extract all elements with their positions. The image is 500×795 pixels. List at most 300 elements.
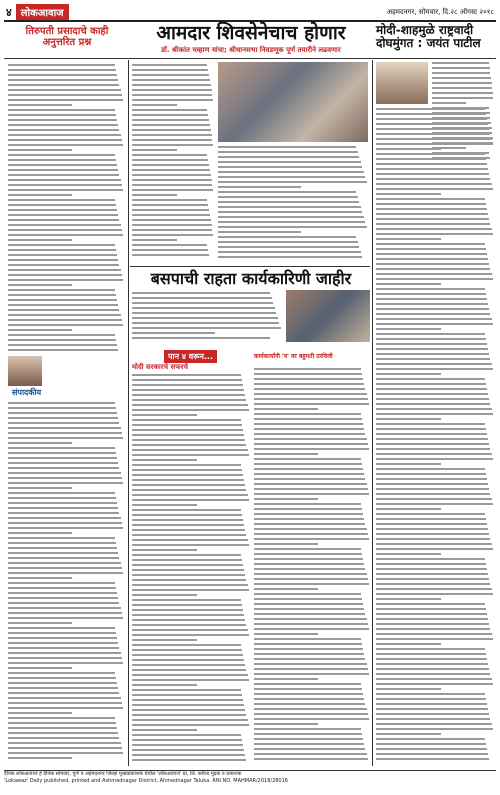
text-line bbox=[254, 663, 367, 665]
text-line bbox=[8, 79, 118, 81]
text-line bbox=[254, 408, 318, 410]
text-line bbox=[132, 79, 210, 81]
text-line bbox=[254, 708, 367, 710]
text-line bbox=[8, 224, 121, 226]
text-line bbox=[132, 429, 243, 431]
text-line bbox=[132, 734, 241, 736]
text-line bbox=[132, 244, 207, 246]
text-line bbox=[132, 99, 213, 101]
text-line bbox=[376, 188, 493, 190]
text-line bbox=[376, 573, 488, 575]
text-line bbox=[254, 668, 368, 670]
text-line bbox=[376, 623, 489, 625]
text-line bbox=[132, 664, 245, 666]
text-line bbox=[132, 307, 275, 309]
text-line bbox=[8, 279, 123, 281]
text-line bbox=[376, 443, 489, 445]
text-line bbox=[218, 231, 301, 233]
text-line bbox=[432, 62, 489, 64]
text-line bbox=[8, 542, 116, 544]
text-line bbox=[376, 313, 490, 315]
text-line bbox=[376, 218, 489, 220]
text-line bbox=[8, 457, 117, 459]
text-line bbox=[132, 459, 197, 461]
text-line bbox=[376, 368, 493, 370]
text-line bbox=[254, 393, 367, 395]
text-line bbox=[132, 384, 243, 386]
text-line bbox=[8, 592, 117, 594]
text-line bbox=[432, 67, 490, 69]
page-header bbox=[4, 4, 496, 22]
text-line bbox=[254, 388, 365, 390]
text-line bbox=[132, 114, 208, 116]
text-line bbox=[376, 173, 489, 175]
text-line bbox=[218, 171, 364, 173]
text-line bbox=[218, 201, 359, 203]
text-line bbox=[132, 109, 207, 111]
text-line bbox=[132, 204, 208, 206]
text-line bbox=[8, 114, 116, 116]
text-line bbox=[376, 578, 489, 580]
text-line bbox=[376, 483, 488, 485]
footer-line-1: दैनिक लोकआवाज हे दैनिक सोमवार, पुणे व अहमदनगर जिल्हा मुख्यप्रकाशक येथील 'लोकआवाज' प्रा. लि. करिता मुद्रक व प्रकाशक bbox=[4, 771, 242, 777]
text-line bbox=[376, 248, 486, 250]
text-line bbox=[8, 219, 119, 221]
text-line bbox=[376, 138, 492, 140]
text-line bbox=[8, 712, 72, 714]
text-line bbox=[132, 74, 209, 76]
text-line bbox=[132, 564, 243, 566]
text-line bbox=[254, 718, 369, 720]
text-line bbox=[254, 603, 363, 605]
text-line bbox=[132, 124, 210, 126]
text-line bbox=[218, 216, 364, 218]
text-line bbox=[376, 488, 489, 490]
text-line bbox=[132, 534, 246, 536]
text-line bbox=[8, 244, 115, 246]
text-line bbox=[132, 549, 197, 551]
text-line bbox=[376, 143, 493, 145]
text-line bbox=[376, 148, 441, 150]
text-line bbox=[376, 658, 487, 660]
text-line bbox=[8, 104, 72, 106]
text-line bbox=[376, 373, 441, 375]
text-line bbox=[132, 332, 215, 334]
text-line bbox=[218, 221, 365, 223]
text-line bbox=[8, 462, 118, 464]
text-line bbox=[254, 488, 368, 490]
text-line bbox=[254, 573, 367, 575]
text-line bbox=[254, 448, 369, 450]
text-line bbox=[376, 423, 485, 425]
text-line bbox=[132, 494, 248, 496]
page-number: ४ bbox=[6, 5, 12, 19]
text-line bbox=[376, 383, 486, 385]
text-line bbox=[376, 413, 493, 415]
text-line bbox=[376, 213, 488, 215]
text-line bbox=[254, 533, 368, 535]
continued-text-left bbox=[132, 374, 250, 764]
text-line bbox=[376, 718, 490, 720]
text-line bbox=[218, 236, 356, 238]
text-line bbox=[376, 478, 487, 480]
page-footer bbox=[4, 770, 496, 791]
text-line bbox=[8, 289, 115, 291]
text-line bbox=[376, 548, 493, 550]
text-line bbox=[254, 483, 367, 485]
text-line bbox=[132, 719, 248, 721]
right-headline: मोदी-शाहमुळे राष्ट्रवादी दोघमुंगत : जयंत पाटील bbox=[376, 23, 481, 51]
text-line bbox=[132, 544, 249, 546]
text-line bbox=[376, 663, 488, 665]
text-line bbox=[132, 524, 244, 526]
text-line bbox=[254, 508, 362, 510]
text-line bbox=[8, 477, 122, 479]
text-line bbox=[254, 458, 361, 460]
text-line bbox=[376, 563, 486, 565]
text-line bbox=[8, 209, 117, 211]
text-line bbox=[8, 189, 123, 191]
text-line bbox=[376, 463, 441, 465]
text-line bbox=[132, 599, 241, 601]
editorial-portrait bbox=[8, 356, 42, 386]
text-line bbox=[376, 338, 486, 340]
text-line bbox=[254, 583, 369, 585]
text-line bbox=[376, 343, 487, 345]
column-rule-left bbox=[128, 60, 129, 766]
main-story-photo bbox=[218, 62, 368, 142]
text-line bbox=[218, 181, 367, 183]
text-line bbox=[376, 263, 489, 265]
text-line bbox=[8, 612, 122, 614]
text-line bbox=[376, 378, 485, 380]
text-line bbox=[132, 539, 248, 541]
text-line bbox=[254, 758, 368, 760]
text-line bbox=[132, 69, 208, 71]
text-line bbox=[376, 538, 490, 540]
text-line bbox=[8, 667, 72, 669]
text-line bbox=[8, 607, 121, 609]
text-line bbox=[8, 299, 117, 301]
text-line bbox=[132, 689, 241, 691]
text-line bbox=[376, 603, 485, 605]
text-line bbox=[376, 558, 485, 560]
text-line bbox=[376, 703, 487, 705]
text-line bbox=[376, 113, 486, 115]
text-line bbox=[132, 219, 211, 221]
text-line bbox=[8, 432, 122, 434]
text-line bbox=[8, 752, 123, 754]
right-column-text bbox=[376, 108, 494, 764]
text-line bbox=[376, 293, 486, 295]
text-line bbox=[8, 522, 122, 524]
text-line bbox=[376, 178, 490, 180]
text-line bbox=[254, 643, 362, 645]
text-line bbox=[376, 318, 492, 320]
text-line bbox=[132, 224, 212, 226]
text-line bbox=[376, 713, 489, 715]
text-line bbox=[376, 118, 487, 120]
text-line bbox=[8, 722, 116, 724]
text-line bbox=[376, 758, 489, 760]
text-line bbox=[132, 159, 208, 161]
text-line bbox=[132, 509, 241, 511]
text-line bbox=[8, 517, 121, 519]
text-line bbox=[8, 717, 115, 719]
text-line bbox=[432, 72, 490, 74]
text-line bbox=[376, 308, 489, 310]
text-line bbox=[8, 662, 123, 664]
text-line bbox=[376, 233, 493, 235]
text-line bbox=[132, 234, 213, 236]
text-line bbox=[254, 688, 362, 690]
text-line bbox=[254, 683, 361, 685]
text-line bbox=[376, 258, 488, 260]
text-line bbox=[8, 492, 115, 494]
text-line bbox=[8, 94, 122, 96]
text-line bbox=[218, 191, 356, 193]
text-line bbox=[8, 427, 121, 429]
text-line bbox=[376, 543, 492, 545]
text-line bbox=[254, 748, 365, 750]
text-line bbox=[8, 727, 117, 729]
text-line bbox=[8, 264, 119, 266]
text-line bbox=[8, 657, 122, 659]
text-line bbox=[254, 613, 365, 615]
text-line bbox=[132, 484, 245, 486]
text-line bbox=[376, 328, 441, 330]
left-story-text bbox=[8, 64, 124, 354]
text-line bbox=[132, 684, 197, 686]
text-line bbox=[132, 714, 246, 716]
text-line bbox=[132, 704, 244, 706]
text-line bbox=[376, 303, 488, 305]
text-line bbox=[376, 553, 441, 555]
text-line bbox=[8, 249, 116, 251]
text-line bbox=[376, 608, 486, 610]
text-line bbox=[254, 383, 364, 385]
text-line bbox=[254, 658, 365, 660]
text-line bbox=[8, 467, 119, 469]
text-line bbox=[132, 619, 245, 621]
text-line bbox=[376, 738, 485, 740]
continued-box-header: पान ४ वरून... bbox=[164, 350, 217, 363]
text-line bbox=[132, 169, 210, 171]
text-line bbox=[8, 319, 122, 321]
text-line bbox=[376, 123, 488, 125]
text-line bbox=[132, 164, 209, 166]
text-line bbox=[8, 214, 118, 216]
text-line bbox=[376, 513, 485, 515]
text-line bbox=[376, 498, 492, 500]
text-line bbox=[376, 733, 441, 735]
text-line bbox=[132, 174, 211, 176]
text-line bbox=[254, 693, 363, 695]
main-headline: आमदार शिवसेनेचाच होणार bbox=[156, 22, 346, 44]
text-line bbox=[376, 728, 493, 730]
text-line bbox=[132, 504, 197, 506]
text-line bbox=[132, 317, 278, 319]
text-line bbox=[132, 374, 241, 376]
text-line bbox=[8, 174, 119, 176]
text-line bbox=[8, 69, 116, 71]
text-line bbox=[8, 169, 118, 171]
text-line bbox=[132, 229, 212, 231]
text-line bbox=[8, 572, 123, 574]
mid-story-photo bbox=[286, 290, 370, 342]
text-line bbox=[8, 632, 116, 634]
text-line bbox=[218, 186, 301, 188]
text-line bbox=[132, 154, 207, 156]
text-line bbox=[132, 337, 270, 339]
text-line bbox=[8, 164, 117, 166]
text-line bbox=[8, 339, 116, 341]
text-line bbox=[376, 633, 492, 635]
text-line bbox=[376, 363, 492, 365]
text-line bbox=[254, 723, 318, 725]
text-line bbox=[132, 649, 242, 651]
text-line bbox=[376, 403, 490, 405]
text-line bbox=[254, 633, 318, 635]
text-line bbox=[132, 64, 207, 66]
editorial-text bbox=[8, 402, 124, 764]
text-line bbox=[8, 627, 115, 629]
text-line bbox=[218, 196, 358, 198]
text-line bbox=[376, 433, 487, 435]
text-line bbox=[132, 89, 212, 91]
text-line bbox=[376, 408, 492, 410]
text-line bbox=[376, 448, 490, 450]
text-line bbox=[8, 552, 118, 554]
text-line bbox=[8, 447, 115, 449]
text-line bbox=[218, 166, 362, 168]
text-line bbox=[8, 119, 117, 121]
text-line bbox=[8, 149, 72, 151]
text-line bbox=[376, 418, 441, 420]
text-line bbox=[218, 241, 358, 243]
text-line bbox=[132, 144, 213, 146]
text-line bbox=[432, 102, 466, 104]
text-line bbox=[376, 683, 493, 685]
text-line bbox=[376, 183, 492, 185]
text-line bbox=[132, 604, 242, 606]
text-line bbox=[8, 204, 116, 206]
text-line bbox=[8, 597, 118, 599]
text-line bbox=[8, 652, 121, 654]
mid-story-text bbox=[132, 292, 282, 346]
text-line bbox=[254, 623, 368, 625]
text-line bbox=[8, 647, 119, 649]
text-line bbox=[254, 728, 361, 730]
text-line bbox=[376, 568, 487, 570]
text-line bbox=[8, 617, 123, 619]
text-line bbox=[254, 568, 365, 570]
text-line bbox=[254, 428, 364, 430]
newspaper-page bbox=[4, 4, 496, 791]
text-line bbox=[8, 442, 72, 444]
text-line bbox=[8, 437, 123, 439]
text-line bbox=[132, 624, 246, 626]
text-line bbox=[8, 582, 115, 584]
text-line bbox=[376, 228, 492, 230]
text-line bbox=[254, 423, 363, 425]
text-line bbox=[8, 124, 118, 126]
text-line bbox=[376, 243, 485, 245]
text-line bbox=[132, 639, 197, 641]
text-line bbox=[132, 729, 197, 731]
text-line bbox=[376, 613, 487, 615]
text-line bbox=[376, 618, 488, 620]
text-line bbox=[432, 77, 491, 79]
text-line bbox=[376, 698, 486, 700]
text-line bbox=[254, 493, 369, 495]
text-line bbox=[254, 678, 318, 680]
text-line bbox=[132, 209, 209, 211]
text-line bbox=[8, 239, 72, 241]
text-line bbox=[8, 194, 72, 196]
text-line bbox=[132, 149, 177, 151]
text-line bbox=[132, 749, 244, 751]
text-line bbox=[132, 129, 211, 131]
text-line bbox=[132, 199, 207, 201]
subheading-2: कार्यकर्त्यांनी 'व' वर बहुमती ठरविली bbox=[254, 353, 333, 360]
text-line bbox=[218, 151, 358, 153]
text-line bbox=[376, 638, 493, 640]
text-line bbox=[132, 759, 246, 761]
text-line bbox=[254, 538, 369, 540]
text-line bbox=[132, 394, 245, 396]
text-line bbox=[8, 74, 117, 76]
continued-text-right bbox=[254, 368, 370, 764]
text-line bbox=[8, 487, 72, 489]
text-line bbox=[132, 409, 249, 411]
text-line bbox=[376, 588, 492, 590]
text-line bbox=[376, 493, 490, 495]
text-line bbox=[376, 533, 489, 535]
text-line bbox=[8, 344, 117, 346]
text-line bbox=[132, 119, 209, 121]
text-line bbox=[132, 424, 242, 426]
text-line bbox=[376, 333, 485, 335]
text-line bbox=[132, 94, 212, 96]
text-line bbox=[8, 497, 116, 499]
text-line bbox=[132, 699, 243, 701]
text-line bbox=[254, 523, 365, 525]
text-line bbox=[132, 479, 244, 481]
text-line bbox=[376, 428, 486, 430]
text-line bbox=[254, 653, 364, 655]
text-line bbox=[132, 579, 246, 581]
text-line bbox=[8, 259, 118, 261]
text-line bbox=[132, 379, 242, 381]
text-line bbox=[8, 672, 115, 674]
text-line bbox=[376, 358, 490, 360]
text-line bbox=[132, 312, 276, 314]
text-line bbox=[254, 703, 365, 705]
text-line bbox=[376, 398, 489, 400]
text-line bbox=[8, 742, 121, 744]
text-line bbox=[376, 518, 486, 520]
text-line bbox=[132, 694, 242, 696]
text-line bbox=[132, 84, 211, 86]
top-rule bbox=[4, 58, 496, 59]
text-line bbox=[8, 284, 72, 286]
text-line bbox=[8, 687, 118, 689]
text-line bbox=[132, 529, 245, 531]
text-line bbox=[132, 399, 246, 401]
text-line bbox=[132, 614, 244, 616]
text-line bbox=[432, 97, 493, 99]
